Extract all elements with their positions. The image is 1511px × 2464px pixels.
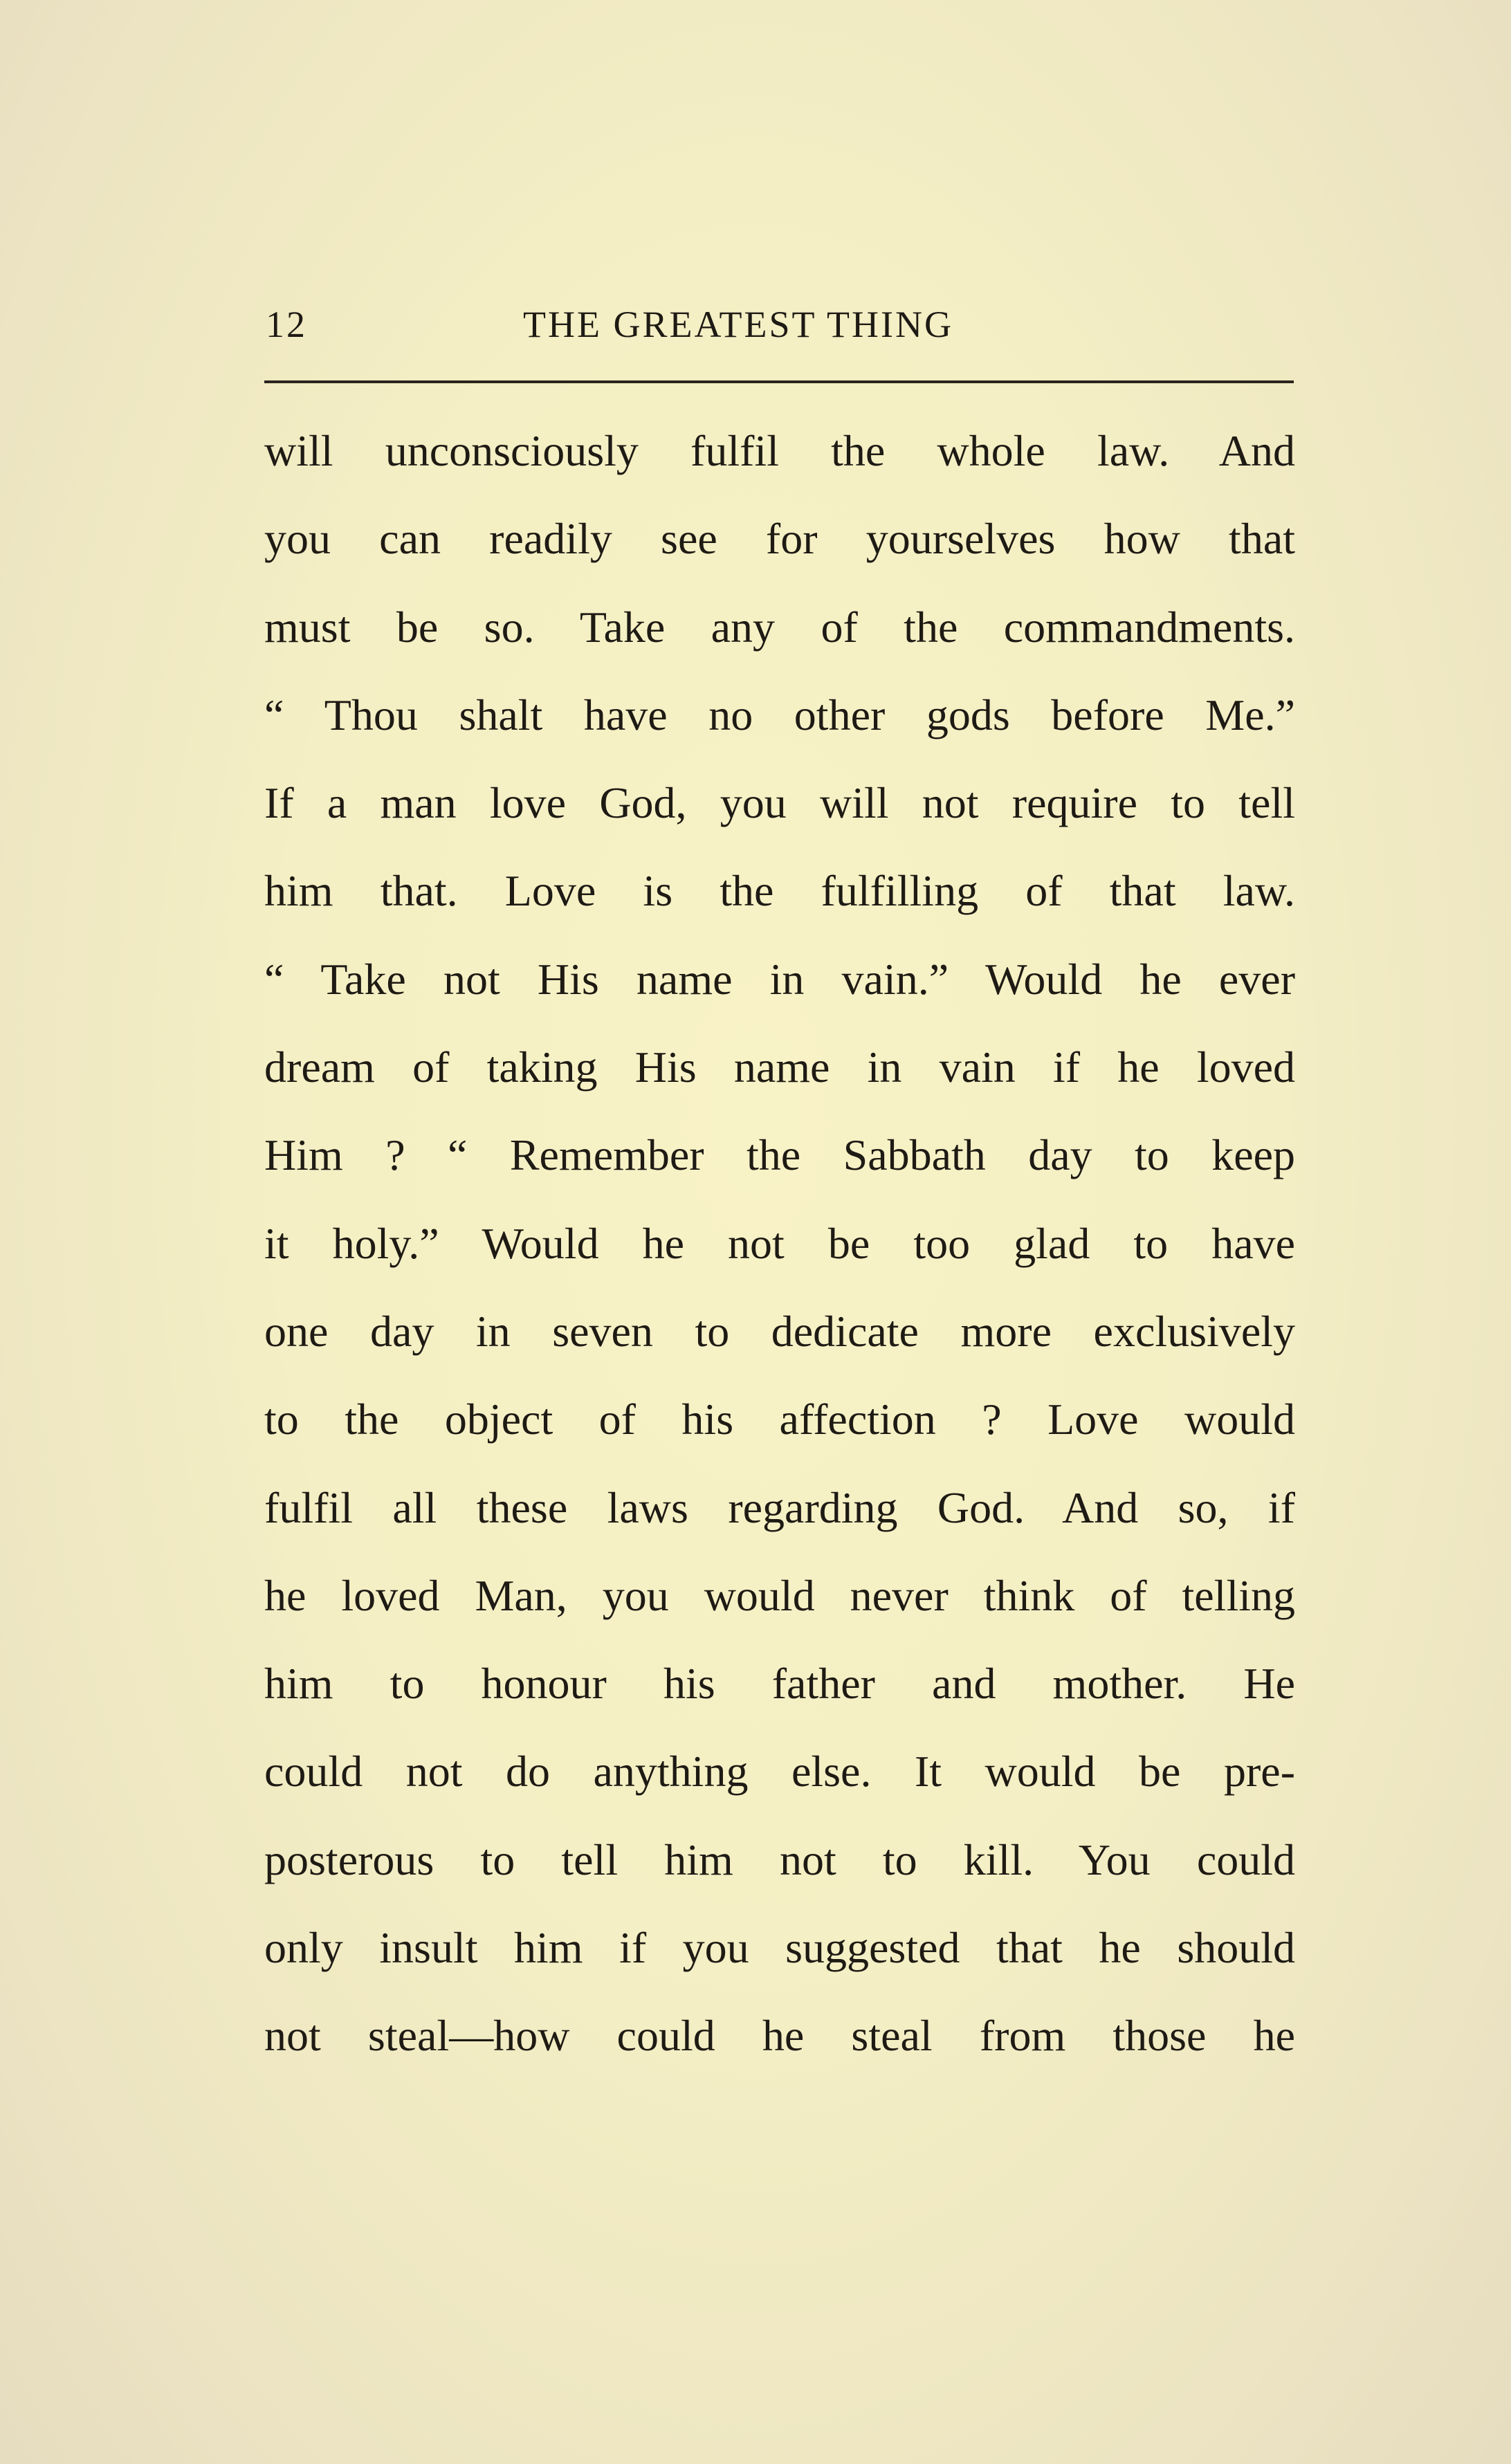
text-line: it holy.” Would he not be too glad to have [264,1218,1295,1268]
page-number: 12 [266,304,307,345]
running-title: THE GREATEST THING [523,304,953,345]
text-line: only insult him if you suggested that he should [264,1923,1295,1973]
text-line: him that. Love is the fulfilling of that law. [264,866,1295,916]
text-line: you can readily see for yourselves how that [264,514,1295,564]
text-line: must be so. Take any of the commandments. [264,602,1295,652]
text-line: will unconsciously fulfil the whole law. And [264,426,1295,475]
running-head [266,303,1297,358]
body-text [264,423,1295,2097]
text-line: could not do anything else. It would be pre- [264,1747,1295,1796]
text-line: dream of taking His name in vain if he loved [264,1042,1295,1092]
text-line: If a man love God, you will not require to tell [264,778,1295,828]
text-line: he loved Man, you would never think of telling [264,1570,1295,1620]
header-rule [264,380,1294,383]
text-line: “ Take not His name in vain.” Would he ever [264,954,1295,1004]
text-line: to the object of his affection ? Love would [264,1395,1295,1444]
text-line: Him ? “ Remember the Sabbath day to keep [264,1130,1295,1180]
text-line: one day in seven to dedicate more exclusively [264,1306,1295,1356]
text-line: “ Thou shalt have no other gods before Me.” [264,690,1295,739]
text-line: fulfil all these laws regarding God. And so, if [264,1482,1295,1532]
text-line: him to honour his father and mother. He [264,1659,1295,1709]
text-line: posterous to tell him not to kill. You could [264,1835,1295,1884]
text-line: not steal—how could he steal from those he [264,2011,1295,2061]
